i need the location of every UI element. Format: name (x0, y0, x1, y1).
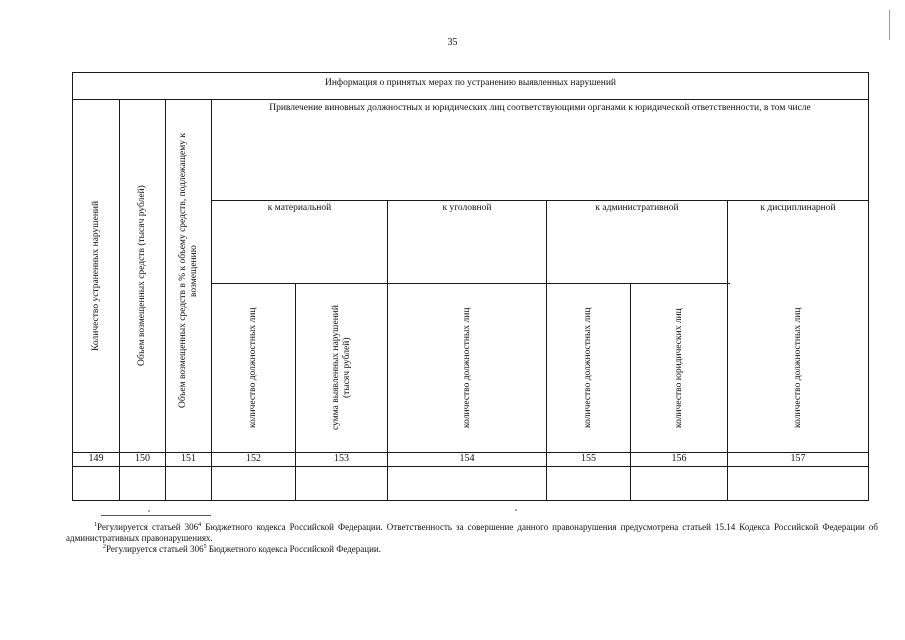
header-material-sum: сумма выявленных нарушений (тысяч рублей) (330, 305, 352, 431)
column-number: 153 (334, 453, 349, 464)
column-number: 152 (246, 453, 261, 464)
column-number: 156 (671, 453, 687, 464)
header-count-violations: Количество устраненных нарушений (90, 200, 101, 352)
footnote-rule (101, 515, 211, 516)
header-admin-officials: количество должностных лиц (583, 307, 593, 429)
margin-line (889, 10, 890, 40)
column-number: 154 (459, 453, 475, 464)
header-disciplinary: к дисциплинарной (760, 203, 836, 213)
header-liability-group: Привлечение виновных должностных и юридических лиц соответствующими органами к юридической ответственности, в том числе (269, 103, 811, 113)
header-administrative: к административной (595, 203, 679, 213)
table-title: Информация о принятых мерах по устранению выявленных нарушений (324, 78, 617, 88)
header-admin-legal-entities: количество юридических лиц (673, 308, 684, 428)
column-number: 151 (181, 453, 196, 464)
footnotes (66, 522, 878, 555)
column-number: 157 (790, 453, 806, 464)
footnote-1: $^1$Регулируется статьей $306^4$ Бюджетного кодекса Российской Федерации. Ответственность за совершение данного правонарушения предусмотрена статьей 15.14 Кодекса Российской Федерации об административных правонарушениях. (66, 522, 878, 543)
scan-speck (515, 509, 517, 511)
header-disciplinary-officials: количество должностных лиц (792, 307, 803, 429)
footnote-2: $^2$Регулируется статьей $306^5$ Бюджетного кодекса Российской Федерации. (103, 544, 381, 554)
column-number: 150 (135, 453, 150, 464)
table-row (73, 467, 868, 500)
page-number: 35 (447, 37, 458, 48)
header-material-officials: количество должностных лиц (248, 307, 258, 429)
header-material: к материальной (267, 203, 332, 213)
header-refunded-volume: Объем возмещенных средств (тысяч рублей) (137, 185, 147, 367)
column-number: 149 (88, 453, 104, 464)
scan-speck (148, 510, 150, 512)
column-number: 155 (581, 453, 596, 464)
header-refunded-percent: Объем возмещенных средств в % к объему средств, подлежащему к возмещению (177, 133, 199, 409)
header-criminal-officials: количество должностных лиц (461, 307, 472, 429)
header-criminal: к уголовной (442, 203, 492, 213)
